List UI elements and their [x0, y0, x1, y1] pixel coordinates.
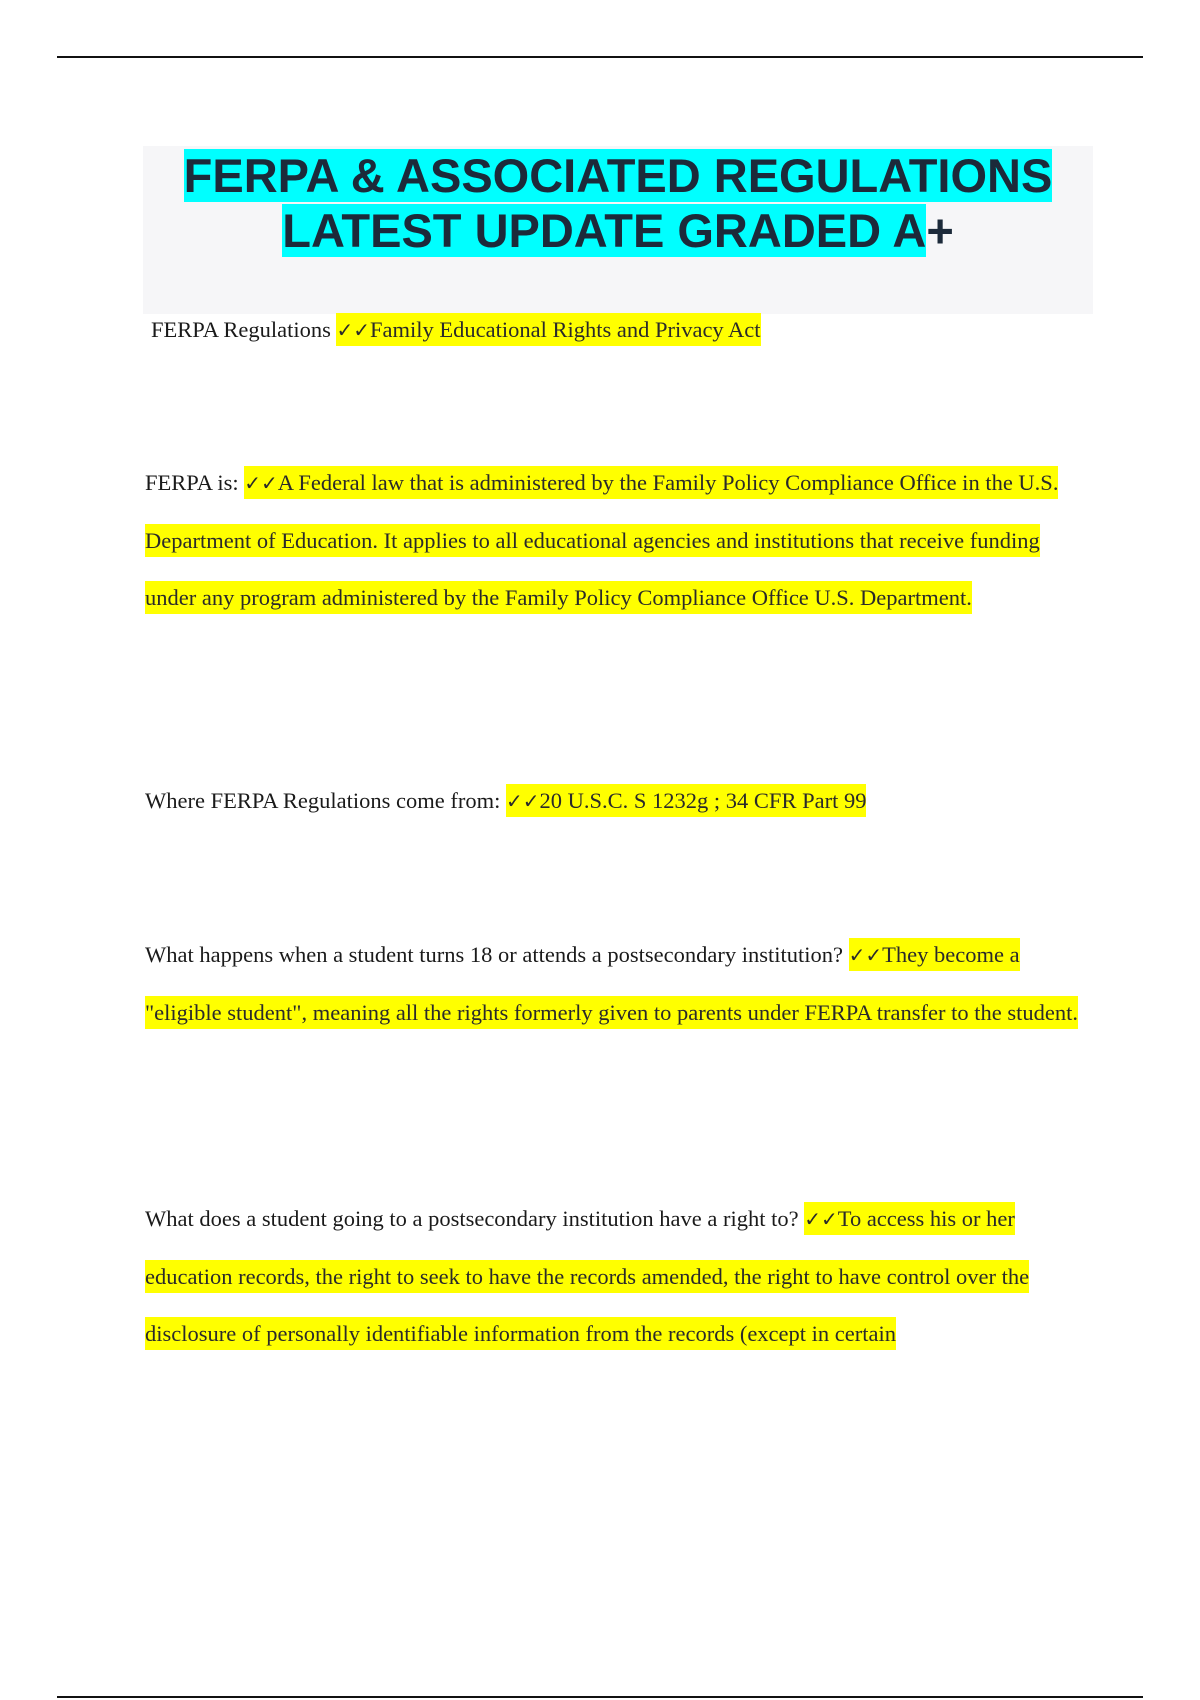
- qa-entry-1: [151, 301, 1096, 359]
- check-icon: ✓✓: [804, 1207, 838, 1231]
- qa-entry-5: [145, 1190, 1090, 1362]
- title-grade-suffix: +: [926, 204, 954, 257]
- answer-highlight: [145, 466, 1058, 614]
- question-text: FERPA Regulations: [151, 317, 337, 342]
- qa-entry-4: [145, 926, 1090, 1041]
- document-title: [143, 146, 1093, 258]
- title-block: [143, 146, 1093, 314]
- bottom-rule: [57, 1696, 1143, 1698]
- answer-text: A Federal law that is administered by the Family Policy Compliance Office in the U.S. Department of Education. It applies to all educational agencies and institutions that receive funding under any program administered by the Family Policy Compliance Office U.S. Department.: [145, 470, 1059, 610]
- answer-text: Family Educational Rights and Privacy Act: [369, 317, 761, 342]
- answer-text: To access his or her education records, the right to seek to have the records amended, the right to have control over the disclosure of personally identifiable information from the records (except in certain: [145, 1206, 1030, 1346]
- answer-text: 20 U.S.C. S 1232g ; 34 CFR Part 99: [539, 788, 867, 813]
- check-icon: ✓✓: [848, 943, 883, 967]
- question-text: FERPA is:: [145, 470, 245, 495]
- title-line-2: LATEST UPDATE GRADED A: [282, 204, 927, 257]
- question-text: What does a student going to a postsecondary institution have a right to?: [145, 1206, 805, 1231]
- answer-highlight: [506, 784, 866, 817]
- check-icon: ✓✓: [336, 318, 370, 342]
- question-text: Where FERPA Regulations come from:: [145, 788, 506, 813]
- qa-entry-3: [145, 772, 1090, 830]
- question-text: What happens when a student turns 18 or attends a postsecondary institution?: [145, 942, 849, 967]
- title-line-1: FERPA & ASSOCIATED REGULATIONS: [183, 149, 1053, 202]
- check-icon: ✓✓: [506, 789, 540, 813]
- answer-text: They become a "eligible student", meaning all the rights formerly given to parents under FERPA transfer to the student.: [145, 942, 1078, 1025]
- answer-highlight: [336, 313, 760, 346]
- qa-entry-2: [145, 454, 1090, 626]
- check-icon: ✓✓: [244, 471, 278, 495]
- top-rule: [57, 56, 1143, 58]
